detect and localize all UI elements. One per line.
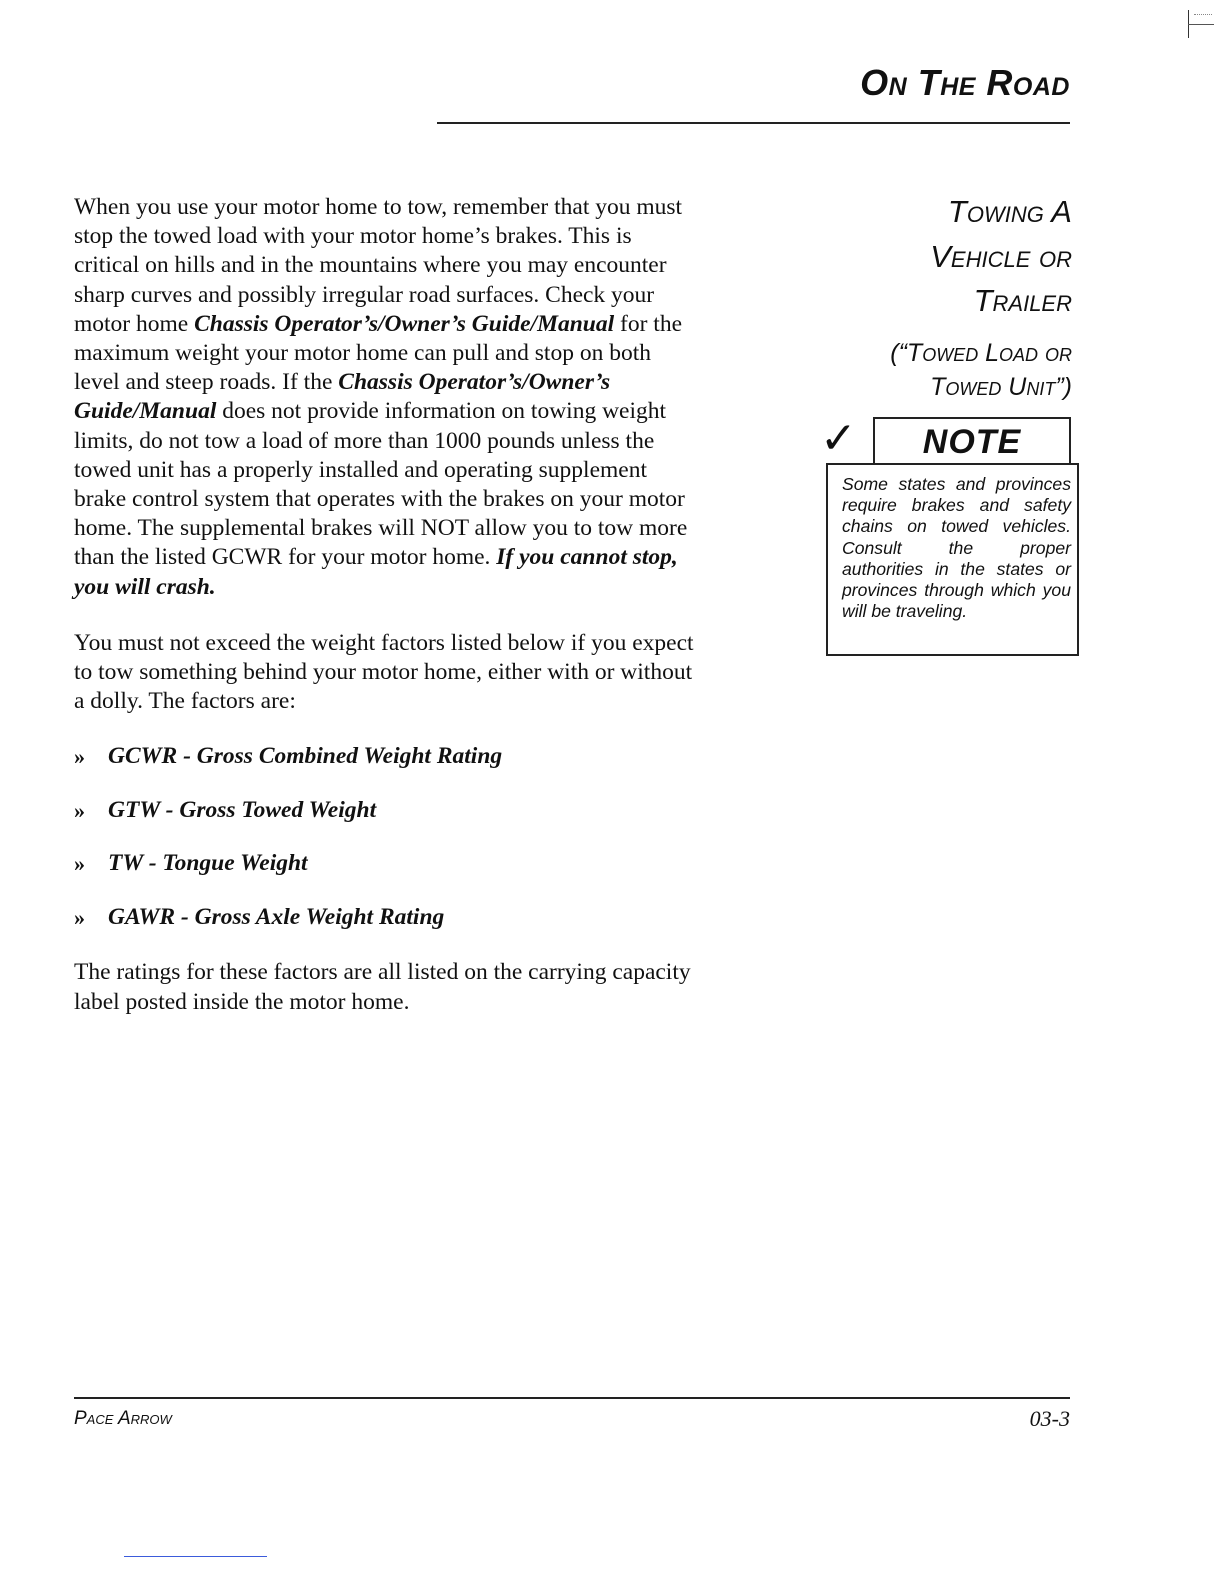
section-subtitle-line-1: (“Towed Load or	[890, 339, 1072, 367]
intro-paragraph	[74, 193, 699, 602]
section-title	[812, 190, 1072, 324]
note-callout	[820, 413, 1071, 660]
page-number: 03-3	[1029, 1406, 1070, 1431]
list-item	[74, 742, 699, 796]
corner-scan-mark	[1188, 10, 1214, 40]
list-item-text: TW - Tongue Weight	[108, 850, 308, 877]
list-item-text: GAWR - Gross Axle Weight Rating	[108, 903, 445, 930]
double-arrow-icon: »	[74, 797, 85, 823]
note-body: Some states and provinces require brakes and safety chains on towed vehicles. Consult the proper authorities in the states or provinces through which you will be traveling.	[826, 463, 1079, 656]
section-subtitle	[772, 336, 1072, 404]
section-title-line-3: Trailer	[973, 283, 1072, 318]
intro-text-part2: for the maximum weight your motor home can pull and stop on both level and steep roads. If the	[74, 310, 683, 396]
intro-text-part1: When you use your motor home to tow, remember that you must stop the towed load with your motor home’s brakes. This is critical on hills and in the mountains where you may encounter sharp curves and possibly irregular road surfaces. Check your motor home	[74, 194, 683, 337]
scan-blue-line	[124, 1556, 267, 1557]
list-item	[74, 796, 699, 850]
section-title-line-2: Vehicle or	[930, 238, 1072, 274]
footer-rule	[74, 1397, 1070, 1399]
list-item-text: GTW - Gross Towed Weight	[108, 796, 377, 823]
double-arrow-icon: »	[74, 744, 85, 770]
manual-reference-2: Chassis Operator’s/Owner’s Guide/Manual	[74, 369, 611, 425]
crash-warning: If you cannot stop, you will crash.	[74, 544, 678, 600]
list-item	[74, 903, 699, 957]
weight-factors-list	[74, 742, 699, 956]
note-heading: NOTE	[873, 417, 1071, 464]
double-arrow-icon: »	[74, 904, 85, 930]
main-column	[74, 193, 699, 1017]
check-mark-icon: ✓	[820, 413, 857, 464]
section-title-line-1: Towing A	[947, 194, 1072, 229]
footer-manual-name: Pace Arrow	[74, 1408, 172, 1429]
page-header-title: On The Road	[860, 62, 1070, 103]
intro-text-part3: does not provide information on towing weight limits, do not tow a load of more than 1000 pounds unless the towed unit has a properly installed and operating supplement brake control system that operates with the brakes on your motor home. The supplemental brakes will NOT allow you to tow more than the listed GCWR for your motor home.	[74, 398, 688, 571]
list-item-text: GCWR - Gross Combined Weight Rating	[108, 743, 503, 770]
manual-reference-1: Chassis Operator’s/Owner’s Guide/Manual	[194, 310, 615, 337]
ratings-paragraph: The ratings for these factors are all listed on the carrying capacity label posted inside the motor home.	[74, 959, 691, 1015]
double-arrow-icon: »	[74, 851, 85, 877]
list-item	[74, 849, 699, 903]
section-subtitle-line-2: Towed Unit”)	[930, 373, 1072, 401]
weight-factors-paragraph: You must not exceed the weight factors listed below if you expect to tow something behind your motor home, either with or without a dolly. The factors are:	[74, 629, 694, 715]
header-rule	[437, 122, 1070, 124]
